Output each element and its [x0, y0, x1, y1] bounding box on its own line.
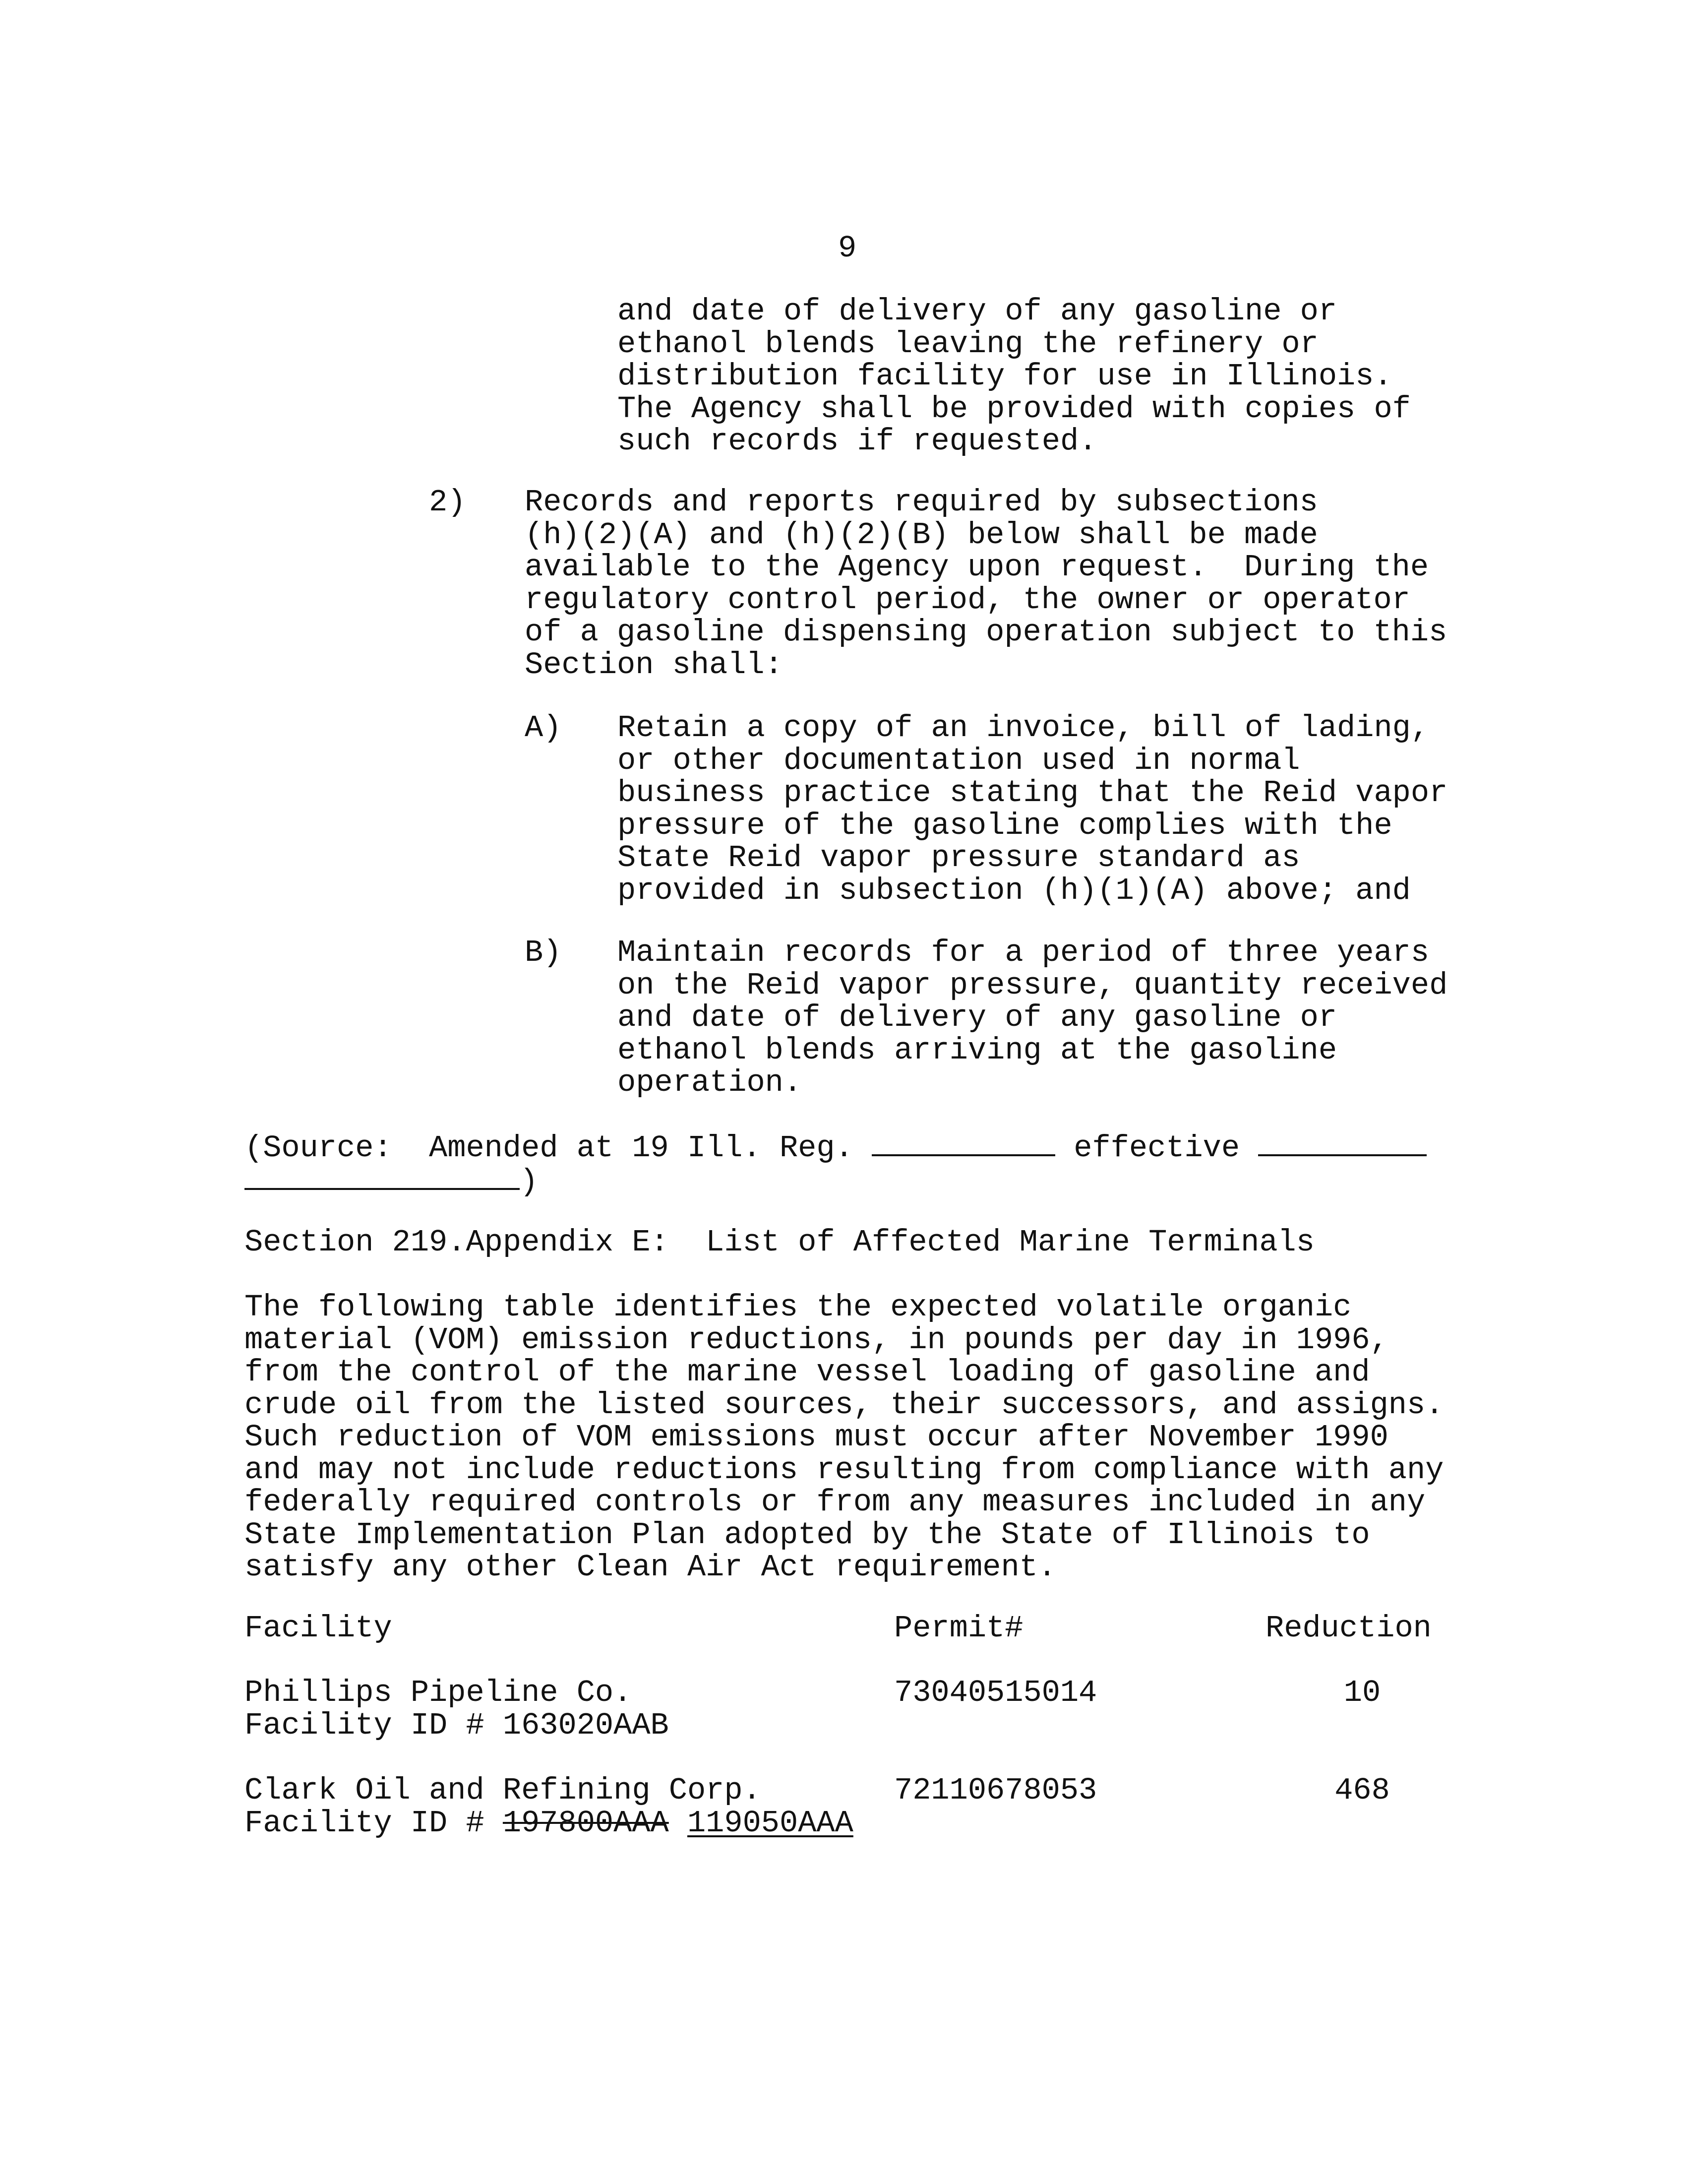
item-2-label: 2) — [429, 485, 466, 520]
item-a-label: A) — [525, 710, 562, 746]
facility-name: Clark Oil and Refining Corp. — [244, 1773, 761, 1808]
source-note — [244, 1128, 1427, 1165]
reduction-value: 468 — [1334, 1773, 1390, 1808]
facility-id: 163020AAB — [502, 1707, 669, 1743]
intro-paragraph: The following table identifies the expected volatile organic material (VOM) emission reductions, in pounds per day in 1996, from the control of the marine vessel loading of gasoline and crude oil from the listed sources, their successors, and assigns. Such reduction of VOM emissions must occur after November 1990 and may not include reductions resulting from compliance with any federally required controls or from any measures included in any State Implementation Plan adopted by the State of Illinois to satisfy any other Clean Air Act requirement. — [244, 1290, 1444, 1585]
facility-id-prefix: Facility ID # — [244, 1805, 503, 1841]
facility-id-inserted: 119050AAA — [687, 1805, 853, 1841]
continuation-paragraph: and date of delivery of any gasoline or ethanol blends leaving the refinery or distribution facility for use in Illinois. The Agency shall be provided with copies of such records if requested. — [617, 294, 1411, 459]
source-middle: effective — [1055, 1130, 1259, 1166]
reduction-value: 10 — [1343, 1675, 1381, 1710]
table-row-facility — [244, 1774, 853, 1839]
permit-number: 72110678053 — [894, 1773, 1097, 1808]
source-suffix: ) — [520, 1164, 539, 1199]
page-number: 9 — [838, 231, 857, 266]
facility-column-header: Facility — [244, 1611, 392, 1646]
facility-id-deleted: 197800AAA — [502, 1805, 669, 1841]
section-title: Section 219.Appendix E: List of Affected Marine Terminals — [244, 1225, 1315, 1260]
permit-number: 73040515014 — [894, 1675, 1097, 1710]
effective-date-blank — [1258, 1128, 1427, 1156]
item-b-label: B) — [525, 935, 562, 970]
source-note-continued — [244, 1162, 538, 1198]
source-prefix: (Source: Amended at 19 Ill. Reg. — [244, 1130, 872, 1166]
item-b-text: Maintain records for a period of three years on the Reid vapor pressure, quantity received and date of delivery of any gasoline or ethanol blends arriving at the gasoline operation. — [617, 935, 1448, 1100]
permit-column-header: Permit# — [894, 1611, 1024, 1646]
reduction-column-header: Reduction — [1266, 1611, 1432, 1646]
table-row-facility — [244, 1677, 669, 1742]
facility-id-prefix: Facility ID # — [244, 1707, 503, 1743]
facility-name: Phillips Pipeline Co. — [244, 1675, 632, 1710]
register-page-blank — [872, 1128, 1055, 1156]
item-a-text: Retain a copy of an invoice, bill of lading, or other documentation used in normal business practice stating that the Reid vapor pressure of the gasoline complies with the State Reid vapor pressure standard as provided in subsection (h)(1)(A) above; and — [617, 710, 1448, 908]
effective-date-blank-continued — [244, 1162, 520, 1190]
item-2-text: Records and reports required by subsections (h)(2)(A) and (h)(2)(B) below shall be made available to the Agency upon request. During the regulatory control period, the owner or operator of a gasoline dispensing operation subject to this Section shall: — [525, 485, 1447, 683]
